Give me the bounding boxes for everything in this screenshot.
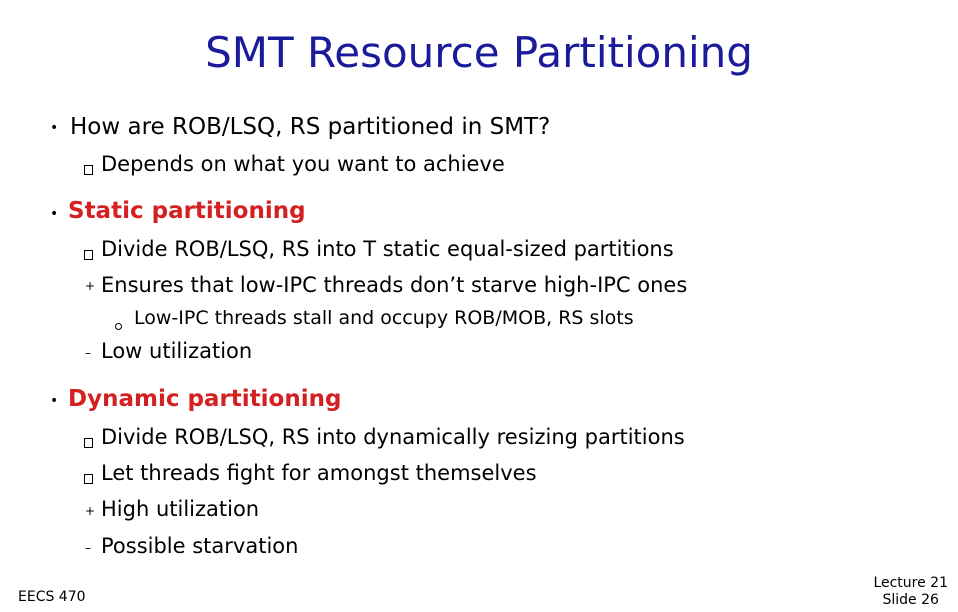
static-heading: Static partitioning <box>68 198 306 224</box>
square-bullet <box>84 469 93 488</box>
square-bullet <box>84 433 93 452</box>
lecture-label: Lecture 21 <box>873 575 948 591</box>
minus-bullet: – <box>85 541 91 555</box>
dynamic-heading: Dynamic partitioning <box>68 386 342 412</box>
slide-number <box>873 575 948 609</box>
bullet-dot: • <box>50 120 59 136</box>
square-bullet <box>84 160 93 179</box>
circle-bullet <box>115 315 122 334</box>
static-item-3: Low utilization <box>101 339 253 363</box>
bullet-dot: • <box>50 393 59 409</box>
slide-title: SMT Resource Partitioning <box>205 28 753 77</box>
static-item-2a: Low-IPC threads stall and occupy ROB/MOB, RS slots <box>134 307 634 329</box>
dynamic-item-2: Let threads fight for amongst themselves <box>101 461 537 485</box>
plus-bullet: + <box>85 279 96 293</box>
dynamic-item-1: Divide ROB/LSQ, RS into dynamically resizing partitions <box>101 425 685 449</box>
slide-label: Slide 26 <box>882 592 939 608</box>
course-label: EECS 470 <box>18 589 86 605</box>
dynamic-item-3: High utilization <box>101 497 260 521</box>
minus-bullet: – <box>85 346 91 360</box>
static-item-1: Divide ROB/LSQ, RS into T static equal-sized partitions <box>101 237 674 261</box>
plus-bullet: + <box>85 504 96 518</box>
bullet-dot: • <box>50 206 59 222</box>
question-text: How are ROB/LSQ, RS partitioned in SMT? <box>70 114 551 140</box>
dynamic-item-4: Possible starvation <box>101 534 299 558</box>
static-item-2: Ensures that low-IPC threads don’t starve high-IPC ones <box>101 273 688 297</box>
question-subtext: Depends on what you want to achieve <box>101 152 505 176</box>
square-bullet <box>84 245 93 264</box>
